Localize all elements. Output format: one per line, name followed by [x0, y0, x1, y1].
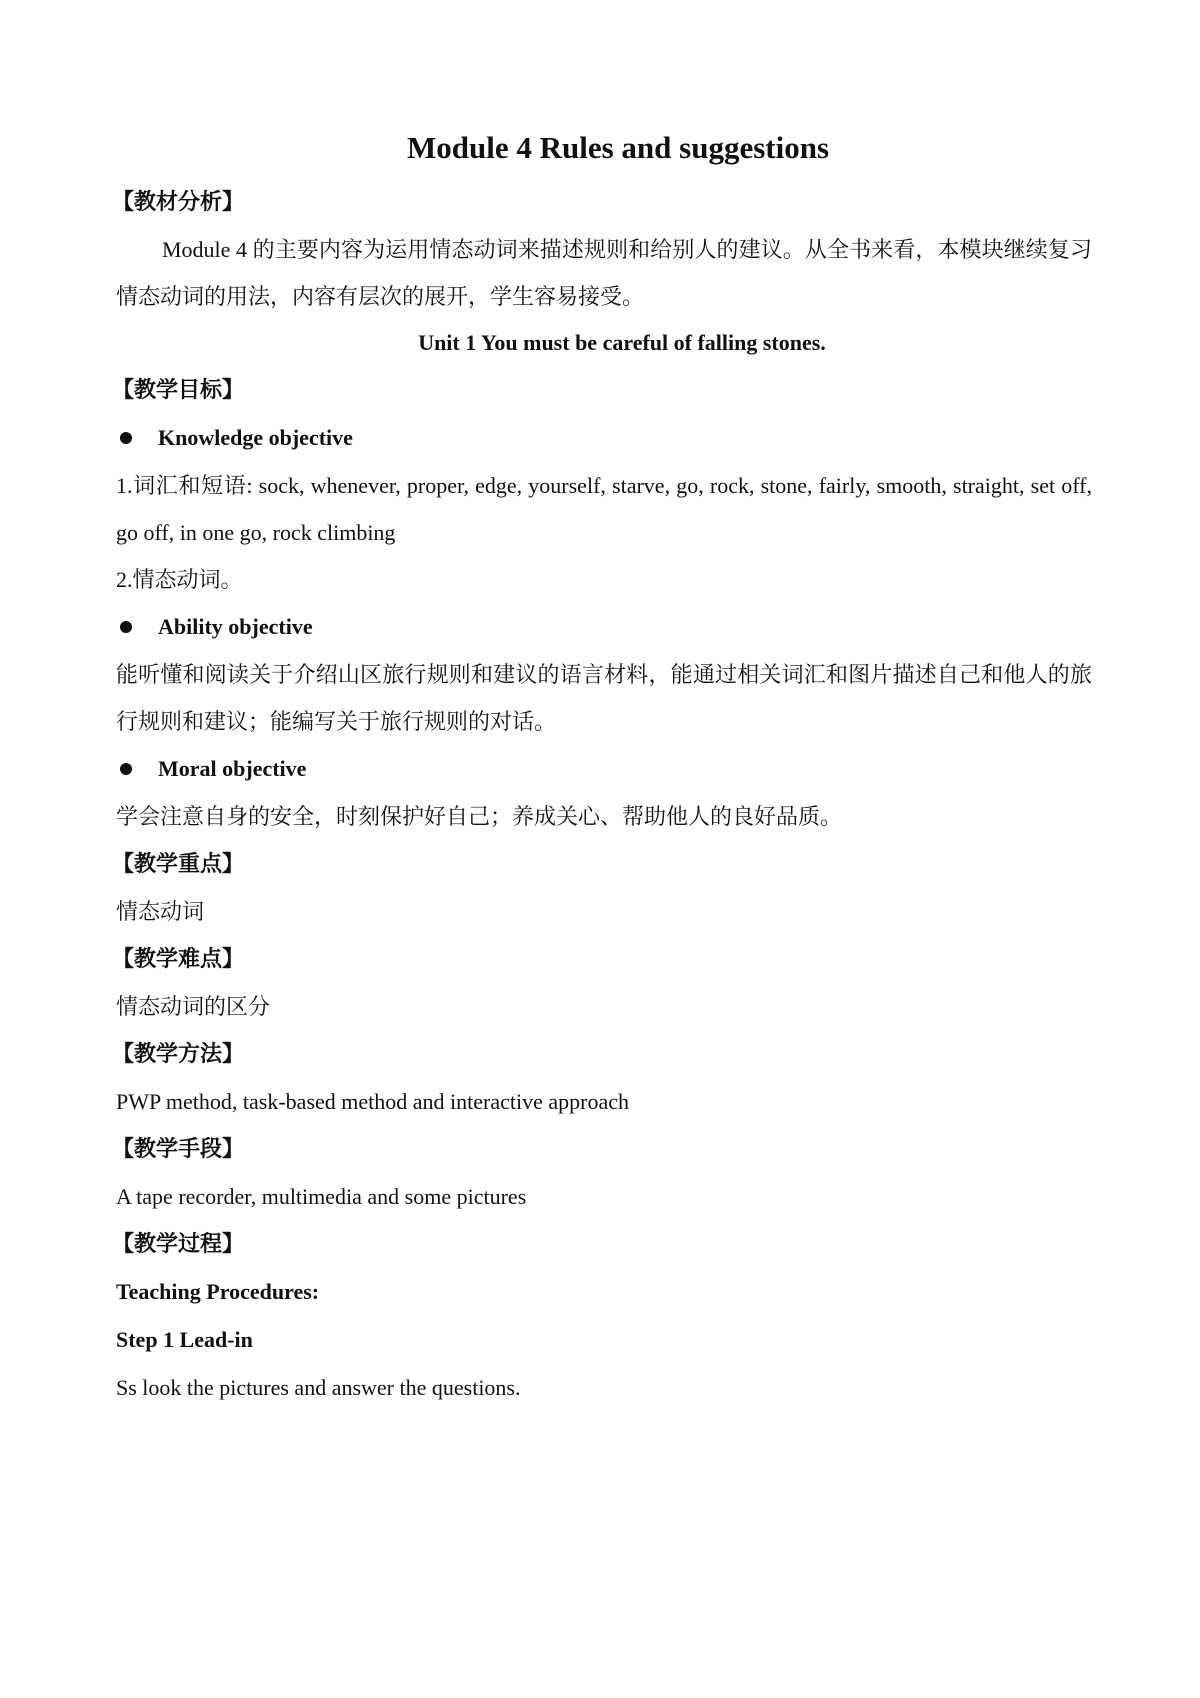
moral-objective: [116, 745, 1092, 793]
knowledge-item-modal-verbs: 2.情态动词。: [116, 567, 243, 592]
document-page: [112, 118, 1092, 1411]
moral-objective-text: 学会注意自身的安全，时刻保护好自己；养成关心、帮助他人的良好品质。: [116, 804, 843, 829]
heading-means: 【教学手段】: [112, 1136, 245, 1161]
page-title: Module 4 Rules and suggestions: [406, 130, 830, 165]
heading-difficult-points: 【教学难点】: [112, 946, 245, 971]
bullet-icon: [120, 432, 132, 444]
teaching-procedures-label: Teaching Procedures:: [116, 1279, 320, 1304]
methods-text: PWP method, task-based method and interactive approach: [116, 1089, 629, 1114]
ability-objective-text: 能听懂和阅读关于介绍山区旅行规则和建议的语言材料，能通过相关词汇和图片描述自己和他人的旅行规则和建议；能编写关于旅行规则的对话。: [116, 662, 1092, 734]
material-analysis-text: Module 4 的主要内容为运用情态动词来描述规则和给别人的建议。从全书来看，本模块继续复习情态动词的用法，内容有层次的展开，学生容易接受。: [116, 237, 1092, 309]
ability-objective: [116, 603, 1092, 651]
knowledge-objective-label: Knowledge objective: [158, 425, 353, 450]
step1-text: Ss look the pictures and answer the questions.: [116, 1375, 521, 1400]
means-text: A tape recorder, multimedia and some pictures: [116, 1184, 527, 1209]
difficult-points-text: 情态动词的区分: [116, 994, 271, 1019]
key-points-text: 情态动词: [116, 899, 205, 924]
heading-process: 【教学过程】: [112, 1231, 245, 1256]
knowledge-item-vocabulary: 1.词汇和短语: sock, whenever, proper, edge, yourself, starve, go, rock, stone, fairly, smooth, straight, set off, go off, in one go, rock climbing: [116, 473, 1092, 545]
heading-objectives: 【教学目标】: [112, 377, 245, 402]
moral-objective-label: Moral objective: [158, 756, 307, 781]
step1-label: Step 1 Lead-in: [116, 1327, 253, 1352]
bullet-icon: [120, 621, 132, 633]
unit-title: Unit 1 You must be careful of falling stones.: [418, 330, 826, 355]
bullet-icon: [120, 763, 132, 775]
knowledge-objective: [116, 414, 1092, 462]
heading-key-points: 【教学重点】: [112, 851, 245, 876]
heading-material-analysis: 【教材分析】: [112, 189, 245, 214]
ability-objective-label: Ability objective: [158, 614, 313, 639]
heading-methods: 【教学方法】: [112, 1041, 245, 1066]
